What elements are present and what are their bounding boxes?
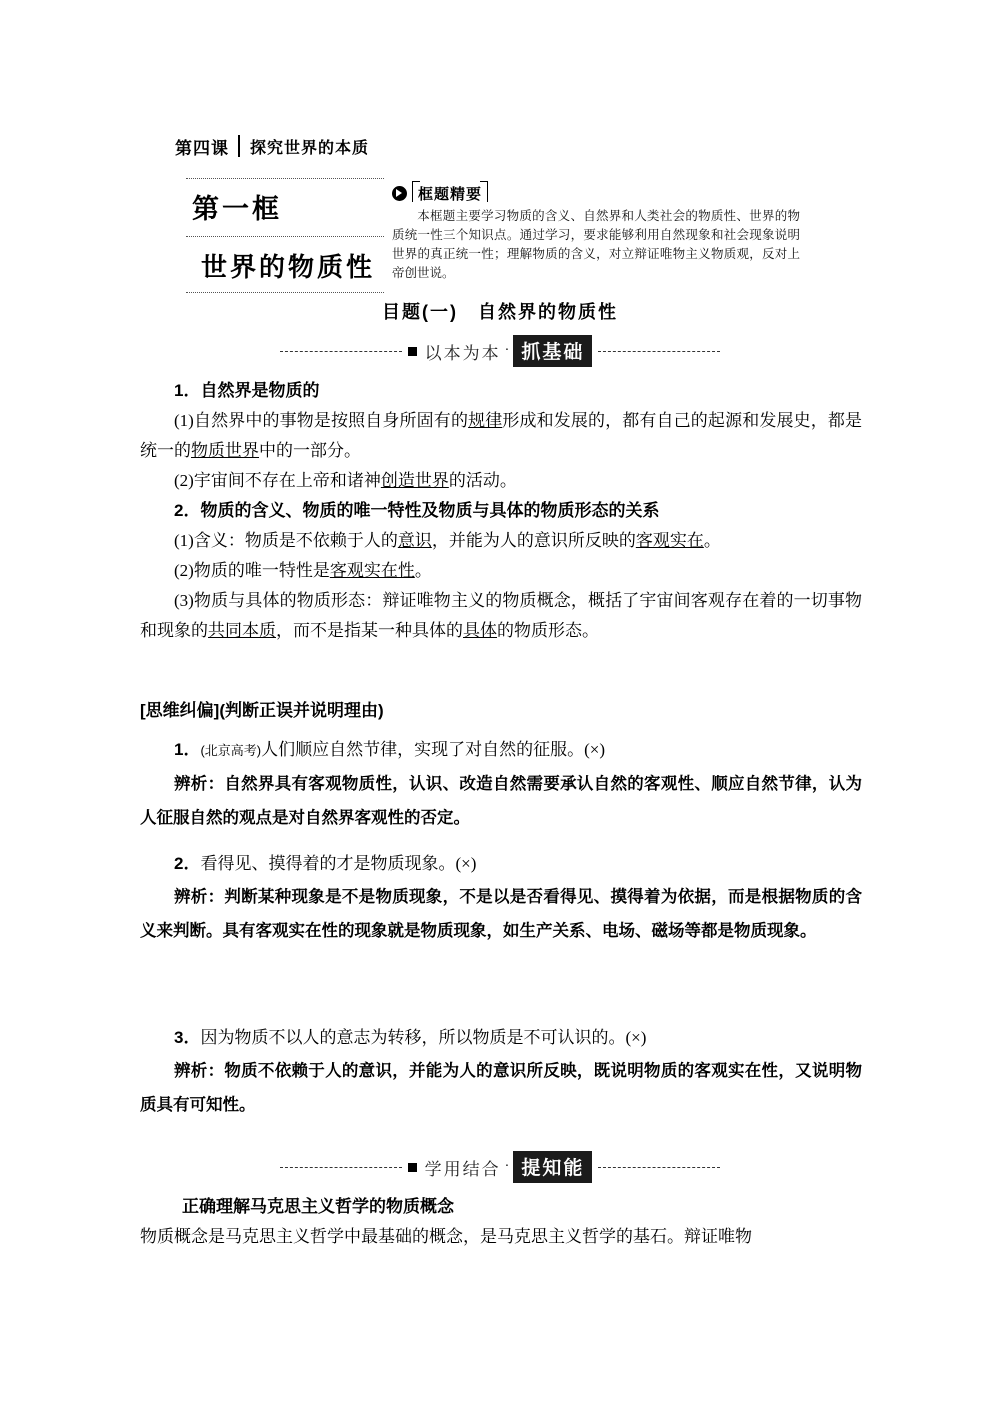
thinking-question-3 bbox=[140, 1022, 862, 1054]
section-2-body bbox=[140, 1192, 862, 1252]
s1p1-underline-1: 规律 bbox=[468, 411, 503, 430]
summary-body-text: 本框题主要学习物质的含义、自然界和人类社会的物质性、世界的物质统一性三个知识点。通过学习，要求能够利用自然现象和社会现象说明世界的真正统一性；理解物质的含义，对立辩证唯物主义物质观，反对上帝创世说。 bbox=[392, 209, 800, 280]
divider-square-marker bbox=[408, 347, 417, 356]
chapter-header bbox=[175, 133, 369, 159]
section1-paragraph-5 bbox=[140, 586, 862, 646]
s1p5-underline-1: 共同本质 bbox=[208, 621, 276, 640]
thinking-q3-text: 因为物质不以人的意志为转移，所以物质是不可认识的。(×) bbox=[200, 1028, 647, 1047]
section1-paragraph-1 bbox=[140, 406, 862, 466]
s1p1-part-c: 中的一部分。 bbox=[259, 441, 361, 460]
s1p5-part-b: ，而不是指某一种具体的 bbox=[276, 621, 463, 640]
chapter-divider-bar bbox=[238, 135, 240, 157]
summary-header bbox=[392, 182, 800, 204]
thinking-analysis-2: 辨析：判断某种现象是不是物质现象，不是以是否看得见、摸得着为依据，而是根据物质的含义来判断。具有客观实在性的现象就是物质现象，如生产关系、电场、磁场等都是物质现象。 bbox=[140, 888, 862, 940]
section-divider-1 bbox=[0, 336, 1000, 366]
thinking-title: [思维纠偏](判断正误并说明理由) bbox=[140, 701, 384, 720]
frame-name: 世界的物质性 bbox=[200, 252, 375, 282]
s1p2-underline-1: 创造世界 bbox=[380, 471, 449, 490]
divider2-dash-left bbox=[280, 1167, 402, 1168]
divider2-dot: · bbox=[504, 1159, 510, 1174]
frame-label: 第一框 bbox=[192, 194, 282, 224]
summary-body bbox=[392, 207, 800, 283]
s1p1-part-a: (1)自然界中的事物是按照自身所固有的 bbox=[174, 411, 469, 430]
section1-paragraph-4 bbox=[140, 556, 862, 586]
thinking-q1-text: 人们顺应自然节律，实现了对自然的征服。(×) bbox=[261, 740, 606, 759]
s1p3-underline-2: 客观实在 bbox=[635, 531, 704, 550]
s1p3-part-a: (1)含义：物质是不依赖于人的 bbox=[174, 531, 398, 550]
s1p5-underline-2: 具体 bbox=[463, 621, 497, 640]
thinking-question-2 bbox=[140, 848, 862, 880]
thinking-analysis-3: 辨析：物质不依赖于人的意识，并能为人的意识所反映，既说明物质的客观实在性，又说明物质具有可知性。 bbox=[140, 1062, 862, 1114]
divider-dash-right bbox=[598, 351, 720, 352]
section1-heading-1: 1．自然界是物质的 bbox=[174, 381, 320, 400]
s1p3-underline-1: 意识 bbox=[397, 531, 432, 550]
thinking-item-2 bbox=[140, 848, 862, 948]
divider-dash-left bbox=[280, 351, 402, 352]
summary-block bbox=[392, 182, 800, 283]
chapter-number: 第四课 bbox=[175, 138, 229, 158]
divider-black-tag: 抓基础 bbox=[513, 335, 592, 367]
thinking-q2-text: 看得见、摸得着的才是物质现象。(×) bbox=[200, 854, 477, 873]
thinking-q2-number: 2． bbox=[174, 854, 201, 873]
s1p4-part-b: 。 bbox=[414, 561, 432, 580]
section2-paragraph: 物质概念是马克思主义哲学中最基础的概念，是马克思主义哲学的基石。辩证唯物 bbox=[140, 1227, 752, 1246]
thinking-analysis-1: 辨析：自然界具有客观物质性，认识、改造自然需要承认自然的客观性、顺应自然节律，认为人征服自然的观点是对自然界客观性的否定。 bbox=[140, 775, 862, 827]
s1p4-underline-1: 客观实在性 bbox=[329, 561, 415, 580]
thinking-item-1 bbox=[140, 734, 862, 835]
section2-heading: 正确理解马克思主义哲学的物质概念 bbox=[182, 1197, 454, 1216]
divider2-light-text: 学用结合 bbox=[424, 1159, 501, 1179]
summary-title: 框题精要 bbox=[418, 185, 483, 203]
divider-dot: · bbox=[504, 343, 510, 358]
s1p1-part-b: 形成和发展的，都有自己的起源和发展史，都是统一的 bbox=[140, 411, 862, 460]
thinking-question-1 bbox=[140, 734, 862, 767]
s1p2-part-b: 的活动。 bbox=[448, 471, 517, 490]
section1-heading-2: 2．物质的含义、物质的唯一特性及物质与具体的物质形态的关系 bbox=[174, 501, 660, 520]
arrow-right-icon bbox=[392, 186, 407, 201]
s1p2-part-a: (2)宇宙间不存在上帝和诸神 bbox=[174, 471, 381, 490]
s1p5-part-c: 的物质形态。 bbox=[497, 621, 599, 640]
thinking-q1-tag: (北京高考) bbox=[200, 743, 262, 758]
divider2-dash-right bbox=[598, 1167, 720, 1168]
section-1-body bbox=[140, 376, 862, 646]
summary-title-bracket bbox=[412, 183, 488, 204]
thinking-q3-number: 3． bbox=[174, 1028, 201, 1047]
topic-heading: 目题(一) 自然界的物质性 bbox=[382, 302, 618, 322]
thinking-section bbox=[140, 696, 862, 726]
thinking-q1-number: 1． bbox=[174, 740, 201, 759]
s1p5-part-a: (3)物质与具体的物质形态：辩证唯物主义的物质概念，概括了宇宙间客观存在着的一切事物和现象的 bbox=[140, 591, 862, 640]
divider-light-text: 以本为本 bbox=[424, 343, 501, 363]
frame-title-block bbox=[186, 178, 384, 293]
section1-paragraph-2 bbox=[140, 466, 862, 496]
chapter-title: 探究世界的本质 bbox=[250, 139, 370, 157]
section1-paragraph-3 bbox=[140, 526, 862, 556]
thinking-item-3 bbox=[140, 1022, 862, 1122]
s1p4-part-a: (2)物质的唯一特性是 bbox=[174, 561, 330, 580]
s1p1-underline-2: 物质世界 bbox=[191, 441, 259, 460]
section-divider-2 bbox=[0, 1152, 1000, 1182]
s1p3-part-c: 。 bbox=[703, 531, 721, 550]
frame-dotted-rule-bottom bbox=[186, 292, 384, 293]
divider2-black-tag: 提知能 bbox=[513, 1151, 592, 1183]
divider2-square-marker bbox=[408, 1163, 417, 1172]
s1p3-part-b: ，并能为人的意识所反映的 bbox=[431, 531, 636, 550]
